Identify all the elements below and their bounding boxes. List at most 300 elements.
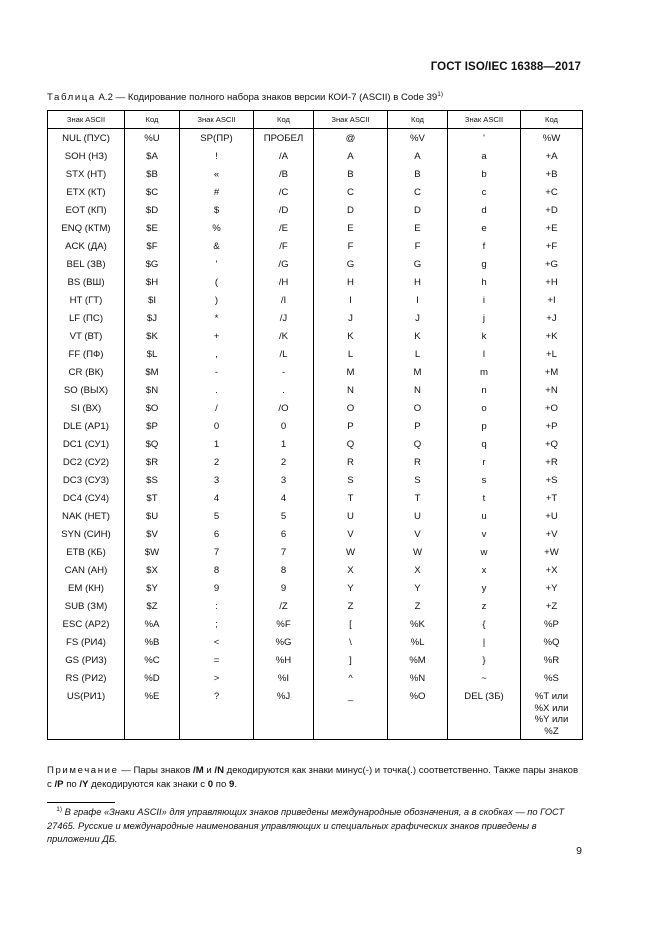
ascii-char-cell: DEL (ЗБ): [448, 687, 521, 740]
ascii-char-cell: c: [448, 183, 521, 201]
table-row: [48, 417, 583, 435]
code-cell: $A: [125, 147, 180, 165]
code-cell: /E: [254, 219, 314, 237]
ascii-char-cell: w: [448, 543, 521, 561]
table-row: [48, 345, 583, 363]
table-row: [48, 633, 583, 651]
ascii-char-cell: SO (ВЫХ): [48, 381, 125, 399]
note-key: /Y: [79, 778, 89, 790]
ascii-char-cell: DC2 (СУ2): [48, 453, 125, 471]
code-cell: K: [388, 327, 448, 345]
code-cell: %C: [125, 651, 180, 669]
ascii-char-cell: $: [180, 201, 254, 219]
table-row: [48, 471, 583, 489]
code-cell: 3: [254, 471, 314, 489]
code-cell: +X: [521, 561, 583, 579]
code-cell: +J: [521, 309, 583, 327]
note-text: и: [203, 765, 215, 776]
ascii-char-cell: t: [448, 489, 521, 507]
ascii-char-cell: ': [448, 129, 521, 148]
code-line: %X или: [534, 702, 569, 714]
code-cell: $I: [125, 291, 180, 309]
ascii-char-cell: DC1 (СУ1): [48, 435, 125, 453]
code-cell: +K: [521, 327, 583, 345]
code-cell: /H: [254, 273, 314, 291]
code-cell: %R: [521, 651, 583, 669]
note-label: Примечание: [47, 765, 119, 776]
column-header-code: Код: [388, 111, 448, 129]
ascii-char-cell: ): [180, 291, 254, 309]
ascii-char-cell: l: [448, 345, 521, 363]
column-header-ascii: Знак ASCII: [48, 111, 125, 129]
code-cell: /K: [254, 327, 314, 345]
code-cell: X: [388, 561, 448, 579]
table-row: [48, 525, 583, 543]
ascii-char-cell: A: [314, 147, 388, 165]
code-cell: +F: [521, 237, 583, 255]
ascii-char-cell: y: [448, 579, 521, 597]
ascii-char-cell: FS (РИ4): [48, 633, 125, 651]
ascii-char-cell: >: [180, 669, 254, 687]
ascii-char-cell: 4: [180, 489, 254, 507]
code-cell: %M: [388, 651, 448, 669]
code-cell: %Q: [521, 633, 583, 651]
code-cell: +N: [521, 381, 583, 399]
column-header-ascii: Знак ASCII: [448, 111, 521, 129]
table-row: [48, 687, 583, 740]
code-cell: $Q: [125, 435, 180, 453]
ascii-char-cell: -: [180, 363, 254, 381]
column-header-ascii: Знак ASCII: [314, 111, 388, 129]
ascii-char-cell: k: [448, 327, 521, 345]
table-row: [48, 273, 583, 291]
code-cell: 1: [254, 435, 314, 453]
ascii-char-cell: ;: [180, 615, 254, 633]
table-header-row: [48, 111, 583, 129]
code-cell: /C: [254, 183, 314, 201]
document-header: ГОСТ ISO/IEC 16388—2017: [430, 61, 581, 73]
code-cell: W: [388, 543, 448, 561]
code-cell: %O: [388, 687, 448, 740]
table-row: [48, 669, 583, 687]
table-row: [48, 507, 583, 525]
code-line: %T или: [534, 691, 569, 702]
ascii-char-cell: n: [448, 381, 521, 399]
code-cell: M: [388, 363, 448, 381]
code-cell: F: [388, 237, 448, 255]
note-dash: —: [118, 765, 134, 776]
ascii-char-cell: i: [448, 291, 521, 309]
ascii-char-cell: p: [448, 417, 521, 435]
ascii-char-cell: !: [180, 147, 254, 165]
ascii-char-cell: z: [448, 597, 521, 615]
ascii-char-cell: #: [180, 183, 254, 201]
ascii-char-cell: DLE (АР1): [48, 417, 125, 435]
ascii-char-cell: P: [314, 417, 388, 435]
code-cell: $Z: [125, 597, 180, 615]
code-cell: +P: [521, 417, 583, 435]
ascii-char-cell: 0: [180, 417, 254, 435]
page-number: 9: [576, 845, 582, 857]
code-cell: $G: [125, 255, 180, 273]
ascii-char-cell: S: [314, 471, 388, 489]
code-cell: %L: [388, 633, 448, 651]
code-cell: $P: [125, 417, 180, 435]
table-row: [48, 255, 583, 273]
caption-footnote-ref: 1): [437, 91, 444, 98]
note-text: по: [213, 778, 229, 790]
code-cell: %H: [254, 651, 314, 669]
note-key: /N: [214, 765, 225, 776]
ascii-char-cell: u: [448, 507, 521, 525]
ascii-char-cell: m: [448, 363, 521, 381]
code-cell: %E: [125, 687, 180, 740]
ascii-char-cell: x: [448, 561, 521, 579]
code-cell: /L: [254, 345, 314, 363]
ascii-char-cell: j: [448, 309, 521, 327]
ascii-char-cell: DC3 (СУ3): [48, 471, 125, 489]
ascii-char-cell: .: [180, 381, 254, 399]
ascii-char-cell: M: [314, 363, 388, 381]
ascii-char-cell: 8: [180, 561, 254, 579]
code-cell: /F: [254, 237, 314, 255]
ascii-char-cell: :: [180, 597, 254, 615]
ascii-char-cell: s: [448, 471, 521, 489]
code-cell: $J: [125, 309, 180, 327]
ascii-char-cell: SP(ПР): [180, 129, 254, 148]
code-cell: V: [388, 525, 448, 543]
ascii-char-cell: NUL (ПУС): [48, 129, 125, 148]
code-cell: Q: [388, 435, 448, 453]
ascii-char-cell: @: [314, 129, 388, 148]
code-cell: $T: [125, 489, 180, 507]
ascii-char-cell: ACK (ДА): [48, 237, 125, 255]
code-cell: J: [388, 309, 448, 327]
code-cell: $N: [125, 381, 180, 399]
table-row: [48, 399, 583, 417]
code-cell: +S: [521, 471, 583, 489]
ascii-char-cell: B: [314, 165, 388, 183]
ascii-char-cell: GS (РИ3): [48, 651, 125, 669]
note-text: декодируются как знаки минус(-) и точка(.) соответственно. Также пары знаков с: [47, 765, 579, 790]
footnote: [47, 803, 583, 847]
code-cell: 9: [254, 579, 314, 597]
ascii-char-cell: SUB (ЗМ): [48, 597, 125, 615]
code-cell: +D: [521, 201, 583, 219]
code-cell: %N: [388, 669, 448, 687]
code-cell: $E: [125, 219, 180, 237]
ascii-char-cell: ^: [314, 669, 388, 687]
ascii-char-cell: h: [448, 273, 521, 291]
code-cell: %V: [388, 129, 448, 148]
ascii-char-cell: *: [180, 309, 254, 327]
ascii-code39-table: [47, 110, 583, 740]
table-row: [48, 615, 583, 633]
code-cell: $K: [125, 327, 180, 345]
column-header-ascii: Знак ASCII: [180, 111, 254, 129]
code-cell: B: [388, 165, 448, 183]
ascii-char-cell: 1: [180, 435, 254, 453]
code-cell: /Z: [254, 597, 314, 615]
code-cell: /D: [254, 201, 314, 219]
ascii-char-cell: DC4 (СУ4): [48, 489, 125, 507]
ascii-char-cell: C: [314, 183, 388, 201]
ascii-char-cell: I: [314, 291, 388, 309]
ascii-char-cell: N: [314, 381, 388, 399]
code-cell: +I: [521, 291, 583, 309]
code-cell: $X: [125, 561, 180, 579]
code-cell: $O: [125, 399, 180, 417]
ascii-char-cell: =: [180, 651, 254, 669]
code-cell: $F: [125, 237, 180, 255]
code-cell: +V: [521, 525, 583, 543]
ascii-char-cell: K: [314, 327, 388, 345]
ascii-char-cell: EOT (КП): [48, 201, 125, 219]
ascii-char-cell: _: [314, 687, 388, 740]
code-cell: 2: [254, 453, 314, 471]
ascii-char-cell: L: [314, 345, 388, 363]
code-cell: $D: [125, 201, 180, 219]
ascii-char-cell: ESC (АР2): [48, 615, 125, 633]
code-cell: %D: [125, 669, 180, 687]
ascii-char-cell: ENQ (КТМ): [48, 219, 125, 237]
ascii-char-cell: 7: [180, 543, 254, 561]
ascii-char-cell: (: [180, 273, 254, 291]
caption-title: — Кодирование полного набора знаков версии КОИ-7 (ASCII) в Code 39: [115, 92, 438, 104]
footnote-ref: 1): [56, 806, 63, 813]
note-text: Пары знаков: [133, 765, 194, 776]
code-cell: Z: [388, 597, 448, 615]
table-row: [48, 147, 583, 165]
code-cell: $B: [125, 165, 180, 183]
code-cell: +M: [521, 363, 583, 381]
code-cell: +U: [521, 507, 583, 525]
code-cell: S: [388, 471, 448, 489]
table-row: [48, 363, 583, 381]
caption-number: А.2: [98, 92, 113, 104]
column-header-code: Код: [125, 111, 180, 129]
ascii-char-cell: 6: [180, 525, 254, 543]
ascii-char-cell: X: [314, 561, 388, 579]
ascii-char-cell: +: [180, 327, 254, 345]
ascii-char-cell: e: [448, 219, 521, 237]
code-line: %Y или: [534, 714, 569, 725]
ascii-char-cell: ~: [448, 669, 521, 687]
code-cell: +E: [521, 219, 583, 237]
ascii-char-cell: BEL (ЗВ): [48, 255, 125, 273]
table-row: [48, 291, 583, 309]
ascii-char-cell: <: [180, 633, 254, 651]
column-header-code: Код: [254, 111, 314, 129]
note-key: 0: [207, 778, 214, 790]
code-cell: /I: [254, 291, 314, 309]
ascii-char-cell: D: [314, 201, 388, 219]
ascii-char-cell: EM (КН): [48, 579, 125, 597]
ascii-char-cell: H: [314, 273, 388, 291]
table-row: [48, 453, 583, 471]
table-row: [48, 435, 583, 453]
code-cell: +C: [521, 183, 583, 201]
code-cell: %S: [521, 669, 583, 687]
code-cell: %J: [254, 687, 314, 740]
code-cell: .: [254, 381, 314, 399]
column-header-code: Код: [521, 111, 583, 129]
code-cell: I: [388, 291, 448, 309]
caption-prefix: Таблица: [47, 92, 96, 104]
code-cell: /J: [254, 309, 314, 327]
ascii-char-cell: ': [180, 255, 254, 273]
code-cell: $C: [125, 183, 180, 201]
ascii-char-cell: %: [180, 219, 254, 237]
code-cell: /O: [254, 399, 314, 417]
ascii-char-cell: G: [314, 255, 388, 273]
code-cell: U: [388, 507, 448, 525]
ascii-char-cell: ETX (КТ): [48, 183, 125, 201]
ascii-char-cell: &: [180, 237, 254, 255]
ascii-char-cell: a: [448, 147, 521, 165]
code-cell: -: [254, 363, 314, 381]
ascii-char-cell: v: [448, 525, 521, 543]
code-cell: 0: [254, 417, 314, 435]
ascii-char-cell: US(РИ1): [48, 687, 125, 740]
table-row: [48, 381, 583, 399]
ascii-char-cell: \: [314, 633, 388, 651]
code-cell: +B: [521, 165, 583, 183]
ascii-char-cell: 3: [180, 471, 254, 489]
table-row: [48, 489, 583, 507]
code-cell: %F: [254, 615, 314, 633]
note-key: /P: [54, 778, 64, 790]
code-cell: +T: [521, 489, 583, 507]
ascii-char-cell: V: [314, 525, 388, 543]
note-text: .: [234, 778, 237, 790]
code-cell: %K: [388, 615, 448, 633]
table-row: [48, 129, 583, 148]
code-line: %Z: [544, 725, 559, 737]
ascii-char-cell: T: [314, 489, 388, 507]
ascii-char-cell: r: [448, 453, 521, 471]
ascii-char-cell: Y: [314, 579, 388, 597]
note-text: декодируются как знаки с: [88, 778, 208, 790]
ascii-char-cell: VT (ВТ): [48, 327, 125, 345]
code-cell: H: [388, 273, 448, 291]
code-cell: %I: [254, 669, 314, 687]
code-cell: $W: [125, 543, 180, 561]
ascii-char-cell: BS (ВШ): [48, 273, 125, 291]
ascii-char-cell: LF (ПС): [48, 309, 125, 327]
code-cell: +Y: [521, 579, 583, 597]
code-cell: C: [388, 183, 448, 201]
ascii-char-cell: q: [448, 435, 521, 453]
ascii-char-cell: /: [180, 399, 254, 417]
ascii-char-cell: CR (ВК): [48, 363, 125, 381]
ascii-char-cell: ]: [314, 651, 388, 669]
table-row: [48, 165, 583, 183]
code-cell: +O: [521, 399, 583, 417]
code-cell: D: [388, 201, 448, 219]
ascii-char-cell: R: [314, 453, 388, 471]
ascii-char-cell: b: [448, 165, 521, 183]
table-caption: [47, 91, 443, 103]
code-cell: Y: [388, 579, 448, 597]
ascii-char-cell: g: [448, 255, 521, 273]
ascii-char-cell: [: [314, 615, 388, 633]
ascii-char-cell: f: [448, 237, 521, 255]
ascii-char-cell: d: [448, 201, 521, 219]
code-cell: ПРОБЕЛ: [254, 129, 314, 148]
code-cell: %B: [125, 633, 180, 651]
table-note: [47, 764, 583, 791]
code-cell: 5: [254, 507, 314, 525]
code-cell: $U: [125, 507, 180, 525]
ascii-char-cell: HT (ГТ): [48, 291, 125, 309]
code-cell: G: [388, 255, 448, 273]
code-cell: /G: [254, 255, 314, 273]
code-cell: +Z: [521, 597, 583, 615]
ascii-char-cell: 2: [180, 453, 254, 471]
code-cell: $S: [125, 471, 180, 489]
ascii-char-cell: J: [314, 309, 388, 327]
ascii-char-cell: SYN (СИН): [48, 525, 125, 543]
ascii-char-cell: W: [314, 543, 388, 561]
code-cell: A: [388, 147, 448, 165]
ascii-char-cell: ETB (КБ): [48, 543, 125, 561]
ascii-char-cell: STX (HT): [48, 165, 125, 183]
ascii-char-cell: {: [448, 615, 521, 633]
code-cell: +R: [521, 453, 583, 471]
ascii-char-cell: CAN (АН): [48, 561, 125, 579]
code-cell: %G: [254, 633, 314, 651]
table-row: [48, 183, 583, 201]
ascii-char-cell: SOH (НЗ): [48, 147, 125, 165]
code-cell: +H: [521, 273, 583, 291]
code-cell: %U: [125, 129, 180, 148]
footnote-text: В графе «Знаки ASCII» для управляющих знаков приведены международные обозначения, а в скобках — по ГОСТ 27465. Русские и международные наименования управляющих и специальных графических знаков приведены в приложении ДБ.: [47, 807, 565, 845]
ascii-char-cell: F: [314, 237, 388, 255]
code-cell: $Y: [125, 579, 180, 597]
code-cell: 6: [254, 525, 314, 543]
table-row: [48, 597, 583, 615]
code-cell: O: [388, 399, 448, 417]
table-row: [48, 237, 583, 255]
code-cell: $V: [125, 525, 180, 543]
code-cell: N: [388, 381, 448, 399]
code-cell: $H: [125, 273, 180, 291]
ascii-char-cell: 9: [180, 579, 254, 597]
ascii-char-cell: Z: [314, 597, 388, 615]
ascii-char-cell: ,: [180, 345, 254, 363]
code-cell: L: [388, 345, 448, 363]
ascii-char-cell: 5: [180, 507, 254, 525]
table-row: [48, 327, 583, 345]
note-text: по: [63, 778, 80, 790]
code-cell: %A: [125, 615, 180, 633]
ascii-char-cell: NAK (НЕТ): [48, 507, 125, 525]
ascii-char-cell: E: [314, 219, 388, 237]
note-key: 9: [228, 778, 235, 790]
code-cell: +Q: [521, 435, 583, 453]
ascii-char-cell: RS (РИ2): [48, 669, 125, 687]
ascii-char-cell: ?: [180, 687, 254, 740]
ascii-char-cell: U: [314, 507, 388, 525]
code-cell: [521, 687, 583, 740]
code-cell: %W: [521, 129, 583, 148]
code-cell: $L: [125, 345, 180, 363]
code-cell: /A: [254, 147, 314, 165]
code-cell: 8: [254, 561, 314, 579]
code-cell: R: [388, 453, 448, 471]
code-cell: T: [388, 489, 448, 507]
